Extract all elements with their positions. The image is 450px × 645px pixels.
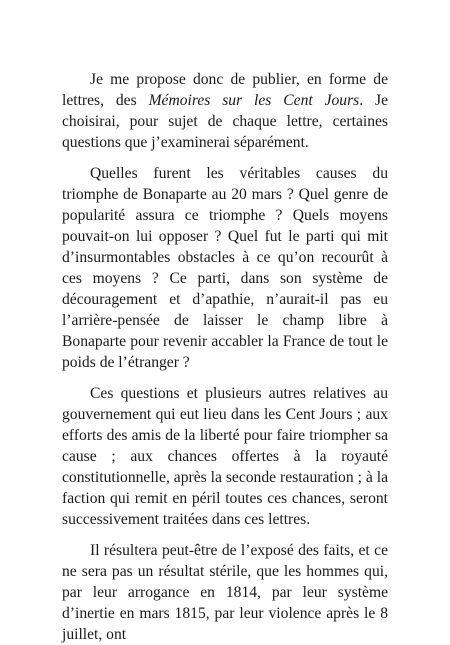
paragraph-1-after: . Je choisirai, pour sujet de chaque lettre, certaines questions que j’examinerai séparément.: [62, 92, 389, 151]
document-page: [62, 69, 388, 645]
paragraph-1: [62, 69, 388, 153]
paragraph-4: Il résultera peut-être de l’exposé des faits, et ce ne sera pas un résultat stérile, que les hommes qui, par leur arrogance en 1814, par leur système d’inertie en mars 1815, par leur violence après le 8 juillet, ont: [62, 542, 388, 643]
paragraph-3: Ces questions et plusieurs autres relatives au gouvernement qui eut lieu dans les Cent Jours ; aux efforts des amis de la liberté pour faire triompher sa cause ; aux chances offertes à la royauté constitutionnelle, après la seconde restauration ; à la faction qui remit en péril toutes ces chances, seront successivement traitées dans ces lettres.: [62, 385, 388, 528]
paragraph-2: Quelles furent les véritables causes du triomphe de Bonaparte au 20 mars ? Quel genre de popularité assura ce triomphe ? Quels moyens pouvait-on lui opposer ? Quel fut le parti qui mit d’insurmontables obstacles à ce qu’on recourût à ces moyens ? Ce parti, dans son système de découragement et d’apathie, n’aurait-il pas eu l’arrière-pensée de laisser le champ libre à Bonaparte pour revenir accabler la France de tout le poids de l’étranger ?: [62, 165, 388, 371]
book-title-italic: Mémoires sur les Cent Jours: [148, 92, 360, 109]
paragraph-1-before: Je me propose donc de publier, en forme de lettres, des: [62, 71, 388, 109]
